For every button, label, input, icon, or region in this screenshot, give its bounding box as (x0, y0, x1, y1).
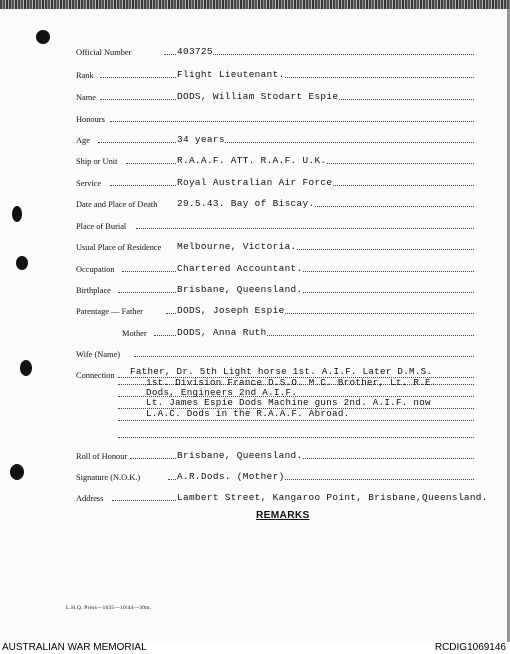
field-label: Name (76, 93, 96, 102)
field-ship-or-unit (0, 153, 510, 167)
footer-institution: AUSTRALIAN WAR MEMORIAL (2, 642, 147, 653)
field-label: Parentage — Father (76, 307, 143, 316)
field-label: Occupation (76, 265, 115, 274)
field-label: Age (76, 136, 90, 145)
connection-text-line: L.A.C. Dods in the R.A.A.F. Abroad. (146, 408, 350, 419)
printer-imprint: L.H.Q. Press—1635—10/44—30m. (66, 605, 152, 611)
field-value: Chartered Accountant. (177, 263, 303, 274)
field-label: Usual Place of Residence (76, 243, 162, 252)
field-label: Official Number (76, 48, 132, 57)
connection-dotted-rule (0, 429, 510, 441)
field-label: Ship or Unit (76, 157, 118, 166)
connection-text-line: Dods, Engineers 2nd A.I.F. (146, 387, 298, 398)
field-value: 403725 (177, 46, 213, 57)
field-label: Birthplace (76, 286, 111, 295)
field-usual-residence (0, 239, 510, 253)
field-value: Lambert Street, Kangaroo Point, Brisbane,Queensland. (177, 492, 488, 503)
field-value: 34 years (177, 134, 225, 145)
field-birthplace (0, 282, 510, 296)
field-value: Brisbane, Queensland. (177, 450, 303, 461)
field-label: Roll of Honour (76, 452, 128, 461)
field-father (0, 303, 510, 317)
field-date-place-death (0, 196, 510, 210)
field-label: Honours (76, 115, 105, 124)
connection-text-line: Lt. James Espie Dods Machine guns 2nd. A.I.F. now (146, 397, 431, 408)
field-label: Service (76, 179, 102, 188)
field-label: Date and Place of Death (76, 200, 158, 209)
field-value: Brisbane, Queensland. (177, 284, 303, 295)
field-rank (0, 67, 510, 81)
field-place-of-burial (0, 218, 510, 232)
field-roll-of-honour (0, 448, 510, 462)
field-value: Melbourne, Victoria. (177, 241, 297, 252)
punch-hole-icon (36, 30, 50, 44)
field-value: R.A.A.F. ATT. R.A.F. U.K. (177, 155, 327, 166)
field-mother (0, 325, 510, 339)
field-value: DODS, William Stodart Espie (177, 91, 339, 102)
field-label: Signature (N.O.K.) (76, 473, 141, 482)
field-label: Wife (Name) (76, 350, 121, 359)
field-value: Flight Lieutenant. (177, 69, 285, 80)
field-label: Connection (76, 371, 115, 380)
field-signature (0, 469, 510, 483)
field-name (0, 89, 510, 103)
field-label: Place of Burial (76, 222, 127, 231)
field-label: Mother (122, 329, 147, 338)
footer-record-id: RCDIG1069146 (434, 642, 506, 653)
field-official-number (0, 44, 510, 58)
field-value: A.R.Dods. (Mother) (177, 471, 285, 482)
field-wife (0, 346, 510, 360)
field-occupation (0, 261, 510, 275)
archive-footer (0, 642, 510, 654)
field-value: DODS, Anna Ruth (177, 327, 267, 338)
field-value: DODS, Joseph Espie (177, 305, 285, 316)
field-honours (0, 111, 510, 125)
field-value: Royal Australian Air Force (177, 177, 333, 188)
scan-edge-noise (0, 0, 510, 9)
field-label: Address (76, 494, 104, 503)
connection-text-line: Father, Dr. 5th Light horse 1st. A.I.F. Later D.M.S. (130, 366, 433, 377)
connection-text-line: 1st. Division France D.S.O. M.C. Brother, Lt. R.E. (146, 377, 437, 388)
field-address (0, 490, 510, 504)
field-label: Rank (76, 71, 94, 80)
field-service (0, 175, 510, 189)
field-value: 29.5.43. Bay of Biscay. (177, 198, 315, 209)
remarks-heading: REMARKS (256, 510, 310, 521)
field-age (0, 132, 510, 146)
